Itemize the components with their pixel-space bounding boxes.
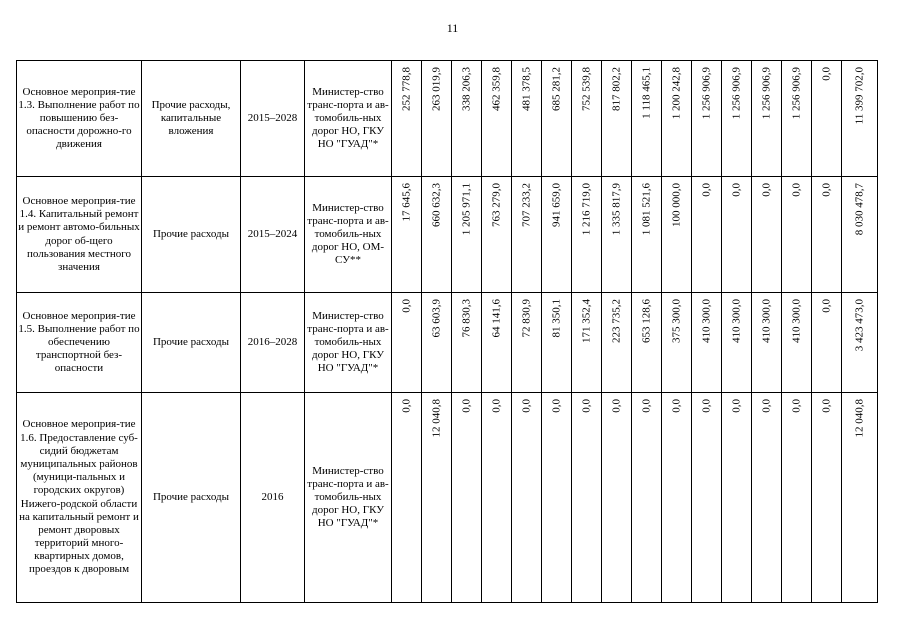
value-text: 0,0: [579, 399, 592, 413]
year-value-cell: [512, 393, 542, 603]
year-value-cell: [662, 293, 692, 393]
year-value-cell: [662, 61, 692, 177]
year-value-cell: [512, 293, 542, 393]
activity-name-cell: Основное мероприя-тие 1.3. Выполнение работ по повышению без-опасности дорожно-го движения: [17, 61, 142, 177]
year-value-cell: [602, 61, 632, 177]
value-text: 1 216 719,0: [579, 183, 592, 236]
year-value-cell: [722, 177, 752, 293]
value-text: 0,0: [669, 399, 682, 413]
year-value-cell: [602, 393, 632, 603]
value-text: 1 256 906,9: [699, 67, 712, 120]
value-text: 0,0: [519, 399, 532, 413]
value-text: 0,0: [759, 183, 772, 197]
value-text: 76 830,3: [459, 299, 472, 338]
value-text: 410 300,0: [699, 299, 712, 343]
year-value-cell: [422, 393, 452, 603]
total-value-cell: [842, 177, 878, 293]
table-row: [17, 393, 878, 603]
value-text: 817 802,2: [609, 67, 622, 111]
total-value-cell: [842, 293, 878, 393]
year-value-cell: [452, 177, 482, 293]
value-text: 462 359,8: [489, 67, 502, 111]
year-value-cell: [602, 177, 632, 293]
value-text: 707 233,2: [519, 183, 532, 227]
value-text: 0,0: [819, 399, 832, 413]
table-row: [17, 177, 878, 293]
year-value-cell: [812, 393, 842, 603]
value-text: 481 378,5: [519, 67, 532, 111]
year-value-cell: [392, 293, 422, 393]
year-value-cell: [692, 177, 722, 293]
years-cell: 2016: [241, 393, 305, 603]
value-text: 660 632,3: [429, 183, 442, 227]
value-text: 0,0: [819, 67, 832, 81]
year-value-cell: [722, 293, 752, 393]
executor-cell: Министер-ство транс-порта и ав-томобиль-ных дорог НО, ГКУ НО "ГУАД"*: [305, 393, 392, 603]
year-value-cell: [692, 61, 722, 177]
value-text: 0,0: [819, 183, 832, 197]
year-value-cell: [782, 293, 812, 393]
year-value-cell: [812, 177, 842, 293]
total-value-cell: [842, 61, 878, 177]
value-text: 0,0: [699, 183, 712, 197]
year-value-cell: [812, 293, 842, 393]
value-text: 12 040,8: [429, 399, 442, 438]
executor-cell: Министер-ство транс-порта и ав-томобиль-ных дорог НО, ОМ-СУ**: [305, 177, 392, 293]
value-text: 0,0: [399, 299, 412, 313]
year-value-cell: [542, 393, 572, 603]
year-value-cell: [512, 177, 542, 293]
value-text: 72 830,9: [519, 299, 532, 338]
value-text: 1 335 817,9: [609, 183, 622, 236]
value-text: 0,0: [819, 299, 832, 313]
year-value-cell: [812, 61, 842, 177]
value-text: 0,0: [639, 399, 652, 413]
value-text: 12 040,8: [852, 399, 865, 438]
total-value-cell: [842, 393, 878, 603]
value-text: 0,0: [789, 399, 802, 413]
value-text: 0,0: [489, 399, 502, 413]
table-row: [17, 61, 878, 177]
value-text: 171 352,4: [579, 299, 592, 343]
value-text: 1 118 465,1: [639, 67, 652, 119]
year-value-cell: [662, 177, 692, 293]
expense-type-cell: Прочие расходы: [142, 293, 241, 393]
page-number: 11: [446, 21, 459, 35]
years-cell: 2015–2028: [241, 61, 305, 177]
table-row: [17, 293, 878, 393]
value-text: 0,0: [729, 399, 742, 413]
value-text: 0,0: [399, 399, 412, 413]
value-text: 0,0: [759, 399, 772, 413]
expense-type-cell: Прочие расходы: [142, 393, 241, 603]
value-text: 0,0: [609, 399, 622, 413]
value-text: 685 281,2: [549, 67, 562, 111]
value-text: 64 141,6: [489, 299, 502, 338]
value-text: 1 256 906,9: [729, 67, 742, 120]
years-cell: 2016–2028: [241, 293, 305, 393]
year-value-cell: [572, 293, 602, 393]
value-text: 252 778,8: [399, 67, 412, 111]
value-text: 410 300,0: [759, 299, 772, 343]
value-text: 3 423 473,0: [852, 299, 865, 352]
activity-name-cell: Основное мероприя-тие 1.5. Выполнение работ по обеспечению транспортной без-опасности: [17, 293, 142, 393]
value-text: 0,0: [699, 399, 712, 413]
year-value-cell: [752, 61, 782, 177]
year-value-cell: [422, 61, 452, 177]
value-text: 375 300,0: [669, 299, 682, 343]
budget-table: [16, 60, 878, 603]
value-text: 100 000,0: [669, 183, 682, 227]
year-value-cell: [482, 293, 512, 393]
value-text: 0,0: [459, 399, 472, 413]
year-value-cell: [482, 177, 512, 293]
executor-cell: Министер-ство транс-порта и ав-томобиль-ных дорог НО, ГКУ НО "ГУАД"*: [305, 293, 392, 393]
value-text: 0,0: [789, 183, 802, 197]
year-value-cell: [752, 293, 782, 393]
value-text: 338 206,3: [459, 67, 472, 111]
year-value-cell: [752, 393, 782, 603]
year-value-cell: [422, 293, 452, 393]
year-value-cell: [632, 177, 662, 293]
year-value-cell: [632, 393, 662, 603]
value-text: 0,0: [549, 399, 562, 413]
year-value-cell: [572, 61, 602, 177]
year-value-cell: [482, 393, 512, 603]
value-text: 941 659,0: [549, 183, 562, 227]
year-value-cell: [602, 293, 632, 393]
value-text: 410 300,0: [729, 299, 742, 343]
value-text: 11 399 702,0: [852, 67, 865, 125]
activity-name-cell: Основное мероприя-тие 1.4. Капитальный ремонт и ремонт автомо-бильных дорог об-щего пользования местного значения: [17, 177, 142, 293]
year-value-cell: [452, 61, 482, 177]
value-text: 0,0: [729, 183, 742, 197]
year-value-cell: [722, 393, 752, 603]
year-value-cell: [542, 61, 572, 177]
year-value-cell: [392, 393, 422, 603]
value-text: 1 081 521,6: [639, 183, 652, 236]
year-value-cell: [782, 393, 812, 603]
year-value-cell: [392, 61, 422, 177]
year-value-cell: [782, 177, 812, 293]
years-cell: 2015–2024: [241, 177, 305, 293]
executor-cell: Министер-ство транс-порта и ав-томобиль-ных дорог НО, ГКУ НО "ГУАД"*: [305, 61, 392, 177]
value-text: 763 279,0: [489, 183, 502, 227]
year-value-cell: [392, 177, 422, 293]
year-value-cell: [692, 293, 722, 393]
value-text: 17 645,6: [399, 183, 412, 222]
year-value-cell: [512, 61, 542, 177]
year-value-cell: [572, 393, 602, 603]
activity-name-cell: Основное мероприя-тие 1.6. Предоставление суб-сидий бюджетам муниципальных районов (муници-пальных и городских округов) Нижего-родской области на капитальный ремонт и ремонт дворовых территорий много-квартирных домов, проездов к дворовым: [17, 393, 142, 603]
year-value-cell: [632, 61, 662, 177]
year-value-cell: [482, 61, 512, 177]
value-text: 263 019,9: [429, 67, 442, 111]
year-value-cell: [662, 393, 692, 603]
value-text: 8 030 478,7: [852, 183, 865, 236]
year-value-cell: [572, 177, 602, 293]
year-value-cell: [752, 177, 782, 293]
value-text: 1 205 971,1: [459, 183, 472, 236]
value-text: 81 350,1: [549, 299, 562, 338]
year-value-cell: [542, 293, 572, 393]
value-text: 752 539,8: [579, 67, 592, 111]
value-text: 410 300,0: [789, 299, 802, 343]
year-value-cell: [692, 393, 722, 603]
value-text: 1 256 906,9: [789, 67, 802, 120]
expense-type-cell: Прочие расходы, капитальные вложения: [142, 61, 241, 177]
expense-type-cell: Прочие расходы: [142, 177, 241, 293]
year-value-cell: [452, 293, 482, 393]
year-value-cell: [722, 61, 752, 177]
value-text: 63 603,9: [429, 299, 442, 338]
year-value-cell: [632, 293, 662, 393]
year-value-cell: [782, 61, 812, 177]
value-text: 653 128,6: [639, 299, 652, 343]
year-value-cell: [422, 177, 452, 293]
value-text: 1 200 242,8: [669, 67, 682, 120]
value-text: 1 256 906,9: [759, 67, 772, 120]
value-text: 223 735,2: [609, 299, 622, 343]
year-value-cell: [542, 177, 572, 293]
year-value-cell: [452, 393, 482, 603]
